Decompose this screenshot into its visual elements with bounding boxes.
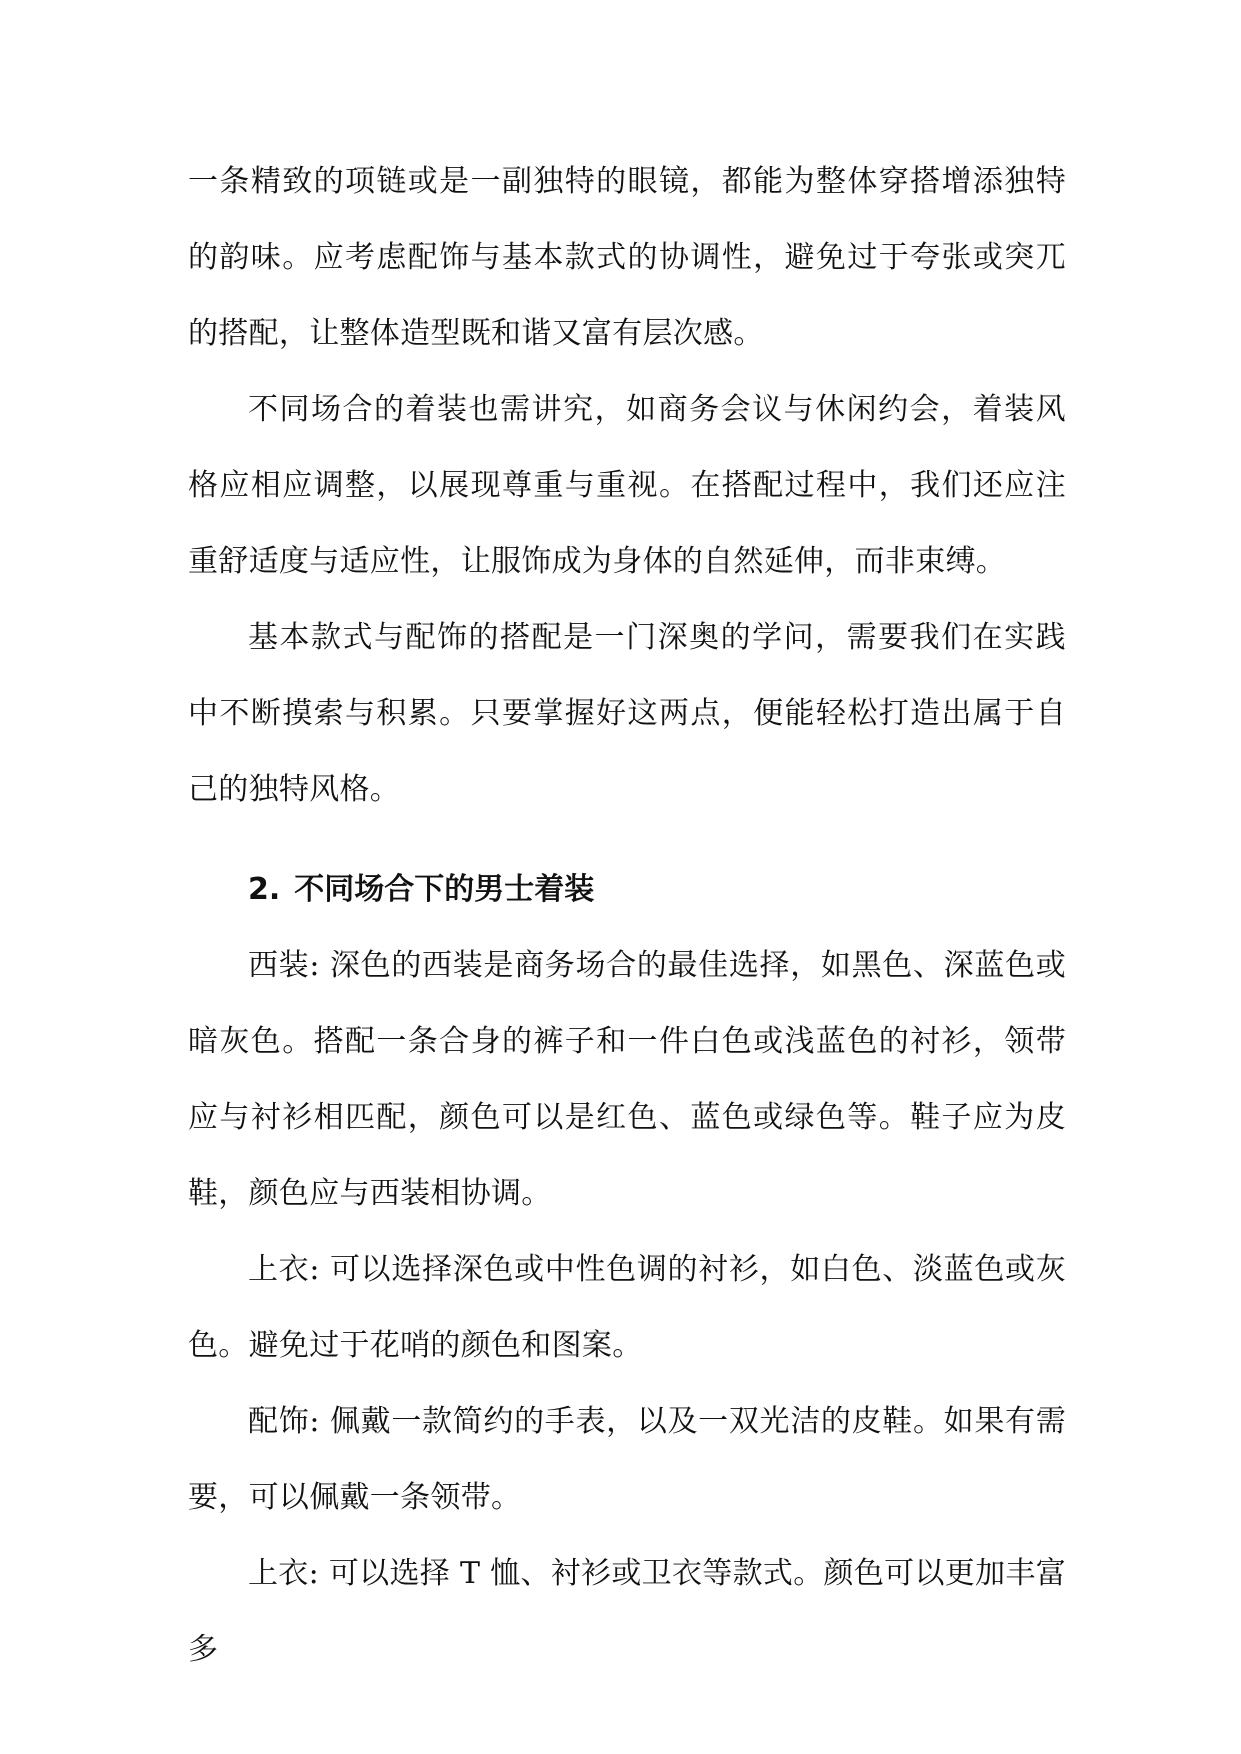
- paragraph-top-casual: 上衣: 可以选择 T 恤、衬衫或卫衣等款式。颜色可以更加丰富多: [188, 1556, 1066, 1667]
- document-body: [188, 144, 1066, 1688]
- paragraph-top-formal: 上衣: 可以选择深色或中性色调的衬衫，如白色、淡蓝色或灰色。避免过于花哨的颜色和图案。: [188, 1252, 1066, 1363]
- section-number: 2.: [248, 872, 281, 907]
- section-heading: [188, 852, 1066, 928]
- paragraph-style-summary: 基本款式与配饰的搭配是一门深奥的学问，需要我们在实践中不断摸索与积累。只要掌握好这两点，便能轻松打造出属于自己的独特风格。: [188, 620, 1066, 807]
- section-spacer: [188, 828, 1066, 852]
- section-title: 不同场合下的男士着装: [294, 872, 595, 907]
- paragraph-accessories-continuation: 一条精致的项链或是一副独特的眼镜，都能为整体穿搭增添独特的韵味。应考虑配饰与基本款式的协调性，避免过于夸张或突兀的搭配，让整体造型既和谐又富有层次感。: [188, 164, 1066, 351]
- paragraph-occasion-dress: 不同场合的着装也需讲究，如商务会议与休闲约会，着装风格应相应调整，以展现尊重与重视。在搭配过程中，我们还应注重舒适度与适应性，让服饰成为身体的自然延伸，而非束缚。: [188, 392, 1066, 579]
- paragraph-suit: 西装: 深色的西装是商务场合的最佳选择，如黑色、深蓝色或暗灰色。搭配一条合身的裤子和一件白色或浅蓝色的衬衫，领带应与衬衫相匹配，颜色可以是红色、蓝色或绿色等。鞋子应为皮鞋，颜色应与西装相协调。: [188, 948, 1066, 1211]
- paragraph-accessories-formal: 配饰: 佩戴一款简约的手表，以及一双光洁的皮鞋。如果有需要，可以佩戴一条领带。: [188, 1404, 1066, 1515]
